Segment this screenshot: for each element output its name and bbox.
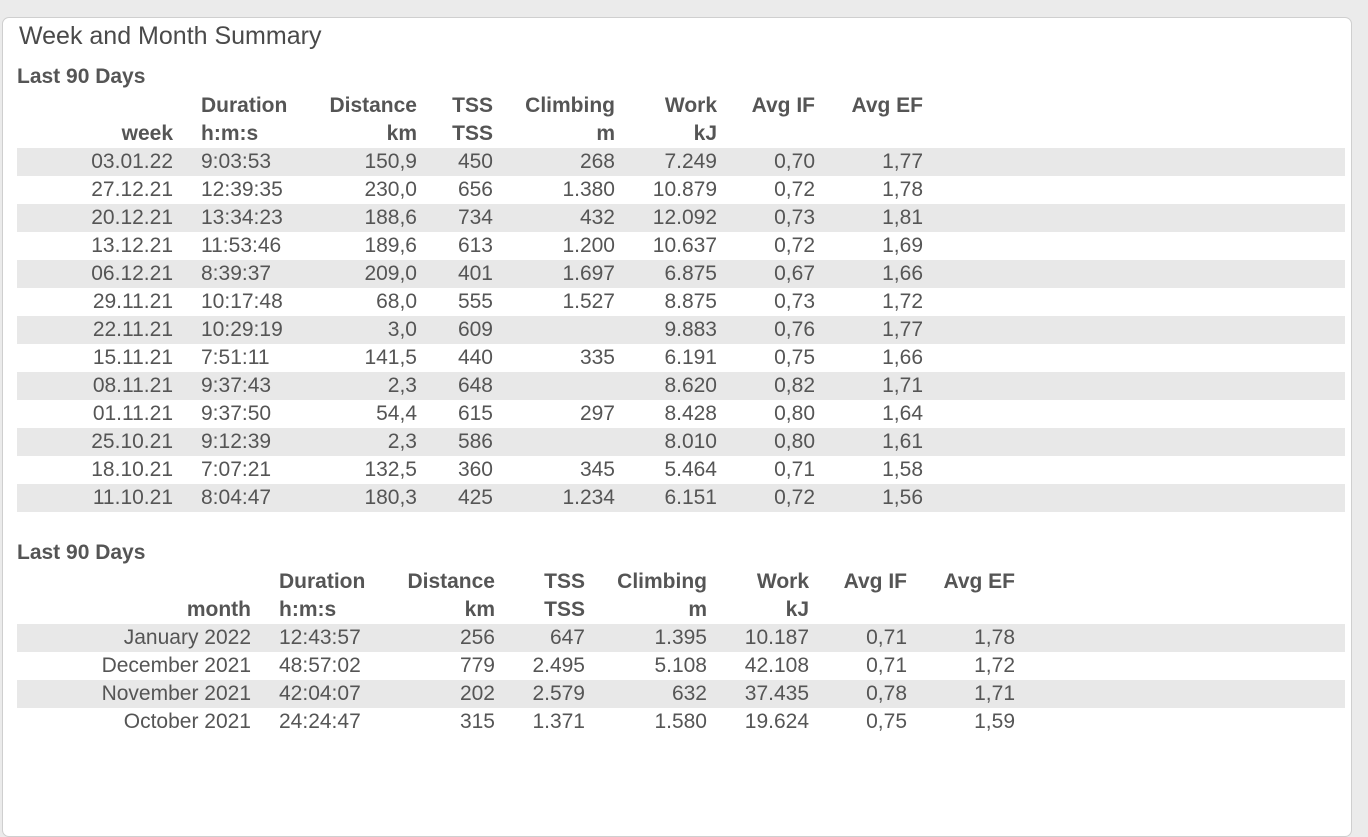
table-row <box>17 316 1345 344</box>
cell-avg-if: 0,72 <box>774 234 815 257</box>
weekly-section-title: Last 90 Days <box>17 65 146 88</box>
cell-avg-ef: 1,71 <box>882 374 923 397</box>
cell-tss: 586 <box>457 430 493 453</box>
weekly-header-avg-if-label: Avg IF <box>751 94 815 117</box>
table-row <box>17 428 1345 456</box>
cell-tss: 1.371 <box>532 710 585 733</box>
monthly-header-tss-label: TSS <box>544 570 585 593</box>
cell-period: 22.11.21 <box>92 318 173 341</box>
cell-work: 9.883 <box>664 318 717 341</box>
cell-duration: 9:03:53 <box>201 150 272 173</box>
monthly-header-work-unit: kJ <box>785 598 809 621</box>
cell-climbing: 1.580 <box>654 710 707 733</box>
cell-period: 01.11.21 <box>92 402 173 425</box>
cell-work: 42.108 <box>744 654 809 677</box>
cell-duration: 9:37:43 <box>201 374 272 397</box>
cell-distance: 2,3 <box>387 374 417 397</box>
cell-period: 18.10.21 <box>91 458 173 481</box>
cell-duration: 8:04:47 <box>201 486 272 509</box>
cell-distance: 779 <box>459 654 495 677</box>
weekly-header-work-unit: kJ <box>693 122 717 145</box>
cell-duration: 12:43:57 <box>279 626 361 649</box>
cell-work: 8.620 <box>664 374 717 397</box>
cell-tss: 2.579 <box>532 682 585 705</box>
cell-period: 25.10.21 <box>91 430 173 453</box>
cell-duration: 12:39:35 <box>201 178 283 201</box>
cell-distance: 54,4 <box>376 402 417 425</box>
cell-avg-if: 0,80 <box>774 430 815 453</box>
cell-avg-ef: 1,66 <box>882 346 923 369</box>
weekly-header-duration-unit: h:m:s <box>201 122 259 145</box>
cell-distance: 132,5 <box>364 458 417 481</box>
cell-climbing: 1.527 <box>562 290 615 313</box>
cell-distance: 150,9 <box>364 150 417 173</box>
weekly-header-avg-ef-label: Avg EF <box>851 94 923 117</box>
cell-duration: 7:51:11 <box>201 346 270 369</box>
summary-panel <box>2 17 1352 837</box>
cell-avg-if: 0,78 <box>866 682 907 705</box>
monthly-header-duration-unit: h:m:s <box>279 598 337 621</box>
cell-distance: 180,3 <box>364 486 417 509</box>
cell-climbing: 345 <box>579 458 615 481</box>
table-row <box>17 204 1345 232</box>
cell-duration: 8:39:37 <box>201 262 272 285</box>
cell-distance: 68,0 <box>376 290 417 313</box>
cell-tss: 613 <box>457 234 493 257</box>
cell-duration: 42:04:07 <box>279 682 361 705</box>
cell-climbing: 1.380 <box>562 178 615 201</box>
panel-title: Week and Month Summary <box>19 22 322 50</box>
cell-distance: 188,6 <box>364 206 417 229</box>
monthly-header-distance-label: Distance <box>407 570 495 593</box>
cell-work: 8.428 <box>664 402 717 425</box>
table-row <box>17 260 1345 288</box>
weekly-header-duration-label: Duration <box>201 94 288 117</box>
cell-tss: 648 <box>457 374 493 397</box>
cell-tss: 360 <box>457 458 493 481</box>
cell-period: 27.12.21 <box>91 178 173 201</box>
cell-avg-ef: 1,61 <box>882 430 923 453</box>
cell-work: 6.191 <box>664 346 717 369</box>
cell-avg-ef: 1,58 <box>882 458 923 481</box>
table-row <box>17 680 1345 708</box>
monthly-header-avg-ef-label: Avg EF <box>943 570 1015 593</box>
cell-duration: 10:29:19 <box>201 318 283 341</box>
cell-avg-ef: 1,59 <box>974 710 1015 733</box>
table-row <box>17 708 1345 736</box>
weekly-table-body <box>17 148 1345 512</box>
monthly-section-title: Last 90 Days <box>17 541 146 564</box>
cell-period: November 2021 <box>101 682 251 705</box>
cell-tss: 2.495 <box>532 654 585 677</box>
table-row <box>17 288 1345 316</box>
cell-avg-ef: 1,64 <box>882 402 923 425</box>
cell-distance: 2,3 <box>387 430 417 453</box>
cell-distance: 230,0 <box>364 178 417 201</box>
cell-avg-ef: 1,78 <box>974 626 1015 649</box>
monthly-header-period-unit: month <box>186 598 251 621</box>
cell-period: October 2021 <box>123 710 251 733</box>
cell-period: December 2021 <box>101 654 251 677</box>
cell-distance: 256 <box>459 626 495 649</box>
cell-avg-if: 0,76 <box>774 318 815 341</box>
cell-duration: 9:12:39 <box>201 430 272 453</box>
weekly-header-tss-unit: TSS <box>452 122 493 145</box>
cell-climbing: 1.234 <box>562 486 615 509</box>
cell-avg-ef: 1,81 <box>882 206 923 229</box>
cell-distance: 141,5 <box>364 346 417 369</box>
cell-period: 11.10.21 <box>92 486 173 509</box>
cell-work: 8.010 <box>664 430 717 453</box>
cell-work: 10.879 <box>652 178 717 201</box>
cell-work: 6.151 <box>664 486 717 509</box>
cell-climbing: 632 <box>671 682 707 705</box>
table-row <box>17 372 1345 400</box>
cell-avg-ef: 1,77 <box>882 150 923 173</box>
monthly-header-avg-if-label: Avg IF <box>843 570 907 593</box>
table-row <box>17 484 1345 512</box>
cell-avg-ef: 1,72 <box>882 290 923 313</box>
monthly-header-work-label: Work <box>756 570 809 593</box>
cell-work: 19.624 <box>744 710 809 733</box>
cell-work: 37.435 <box>744 682 809 705</box>
cell-distance: 202 <box>459 682 495 705</box>
table-row <box>17 652 1345 680</box>
cell-climbing: 1.697 <box>562 262 615 285</box>
cell-duration: 11:53:46 <box>201 234 282 257</box>
cell-avg-if: 0,70 <box>774 150 815 173</box>
table-row <box>17 624 1345 652</box>
cell-work: 12.092 <box>652 206 717 229</box>
monthly-header-climbing-label: Climbing <box>617 570 707 593</box>
cell-avg-if: 0,67 <box>774 262 815 285</box>
cell-tss: 609 <box>457 318 493 341</box>
cell-distance: 209,0 <box>364 262 417 285</box>
monthly-header-duration-label: Duration <box>279 570 366 593</box>
cell-duration: 7:07:21 <box>201 458 272 481</box>
weekly-header-distance-label: Distance <box>329 94 417 117</box>
cell-avg-if: 0,75 <box>866 710 907 733</box>
table-row <box>17 400 1345 428</box>
weekly-header-period-unit: week <box>121 122 173 145</box>
cell-work: 7.249 <box>664 150 717 173</box>
cell-period: 08.11.21 <box>92 374 173 397</box>
weekly-header-tss-label: TSS <box>452 94 493 117</box>
table-row <box>17 176 1345 204</box>
cell-avg-ef: 1,77 <box>882 318 923 341</box>
cell-climbing: 335 <box>579 346 615 369</box>
table-row <box>17 344 1345 372</box>
cell-work: 8.875 <box>664 290 717 313</box>
cell-duration: 9:37:50 <box>201 402 272 425</box>
cell-avg-ef: 1,71 <box>974 682 1015 705</box>
cell-climbing: 1.200 <box>562 234 615 257</box>
cell-avg-if: 0,73 <box>774 290 815 313</box>
cell-period: 29.11.21 <box>92 290 173 313</box>
cell-work: 5.464 <box>664 458 717 481</box>
cell-tss: 401 <box>457 262 493 285</box>
cell-tss: 647 <box>549 626 585 649</box>
cell-duration: 24:24:47 <box>279 710 361 733</box>
monthly-table-body <box>17 624 1345 736</box>
cell-avg-if: 0,72 <box>774 178 815 201</box>
cell-tss: 656 <box>457 178 493 201</box>
cell-duration: 13:34:23 <box>201 206 283 229</box>
cell-period: 06.12.21 <box>91 262 173 285</box>
cell-avg-if: 0,71 <box>866 654 907 677</box>
cell-climbing: 5.108 <box>654 654 707 677</box>
cell-distance: 315 <box>459 710 495 733</box>
cell-avg-if: 0,71 <box>866 626 907 649</box>
cell-duration: 10:17:48 <box>201 290 283 313</box>
cell-tss: 555 <box>457 290 493 313</box>
cell-distance: 3,0 <box>387 318 417 341</box>
cell-avg-if: 0,71 <box>774 458 815 481</box>
monthly-header-climbing-unit: m <box>688 598 707 621</box>
cell-avg-ef: 1,56 <box>882 486 923 509</box>
cell-avg-ef: 1,66 <box>882 262 923 285</box>
table-row <box>17 456 1345 484</box>
cell-climbing: 297 <box>579 402 615 425</box>
table-row <box>17 232 1345 260</box>
cell-period: 13.12.21 <box>91 234 173 257</box>
cell-period: January 2022 <box>123 626 251 649</box>
cell-tss: 734 <box>457 206 493 229</box>
cell-avg-if: 0,80 <box>774 402 815 425</box>
cell-avg-ef: 1,69 <box>882 234 923 257</box>
cell-duration: 48:57:02 <box>279 654 361 677</box>
cell-avg-if: 0,73 <box>774 206 815 229</box>
cell-distance: 189,6 <box>364 234 417 257</box>
cell-period: 03.01.22 <box>91 150 173 173</box>
weekly-header-distance-unit: km <box>386 122 417 145</box>
cell-tss: 615 <box>457 402 493 425</box>
weekly-header-climbing-unit: m <box>596 122 615 145</box>
cell-avg-ef: 1,78 <box>882 178 923 201</box>
cell-tss: 450 <box>457 150 493 173</box>
cell-tss: 425 <box>457 486 493 509</box>
cell-climbing: 432 <box>579 206 615 229</box>
weekly-header-work-label: Work <box>664 94 717 117</box>
table-row <box>17 148 1345 176</box>
cell-tss: 440 <box>457 346 493 369</box>
monthly-header-tss-unit: TSS <box>544 598 585 621</box>
cell-period: 15.11.21 <box>92 346 173 369</box>
cell-climbing: 1.395 <box>654 626 707 649</box>
cell-climbing: 268 <box>579 150 615 173</box>
cell-work: 10.637 <box>652 234 717 257</box>
cell-period: 20.12.21 <box>91 206 173 229</box>
cell-avg-if: 0,82 <box>774 374 815 397</box>
cell-avg-if: 0,75 <box>774 346 815 369</box>
weekly-header-climbing-label: Climbing <box>525 94 615 117</box>
cell-avg-ef: 1,72 <box>974 654 1015 677</box>
cell-work: 10.187 <box>744 626 809 649</box>
monthly-header-distance-unit: km <box>464 598 495 621</box>
cell-work: 6.875 <box>664 262 717 285</box>
cell-avg-if: 0,72 <box>774 486 815 509</box>
